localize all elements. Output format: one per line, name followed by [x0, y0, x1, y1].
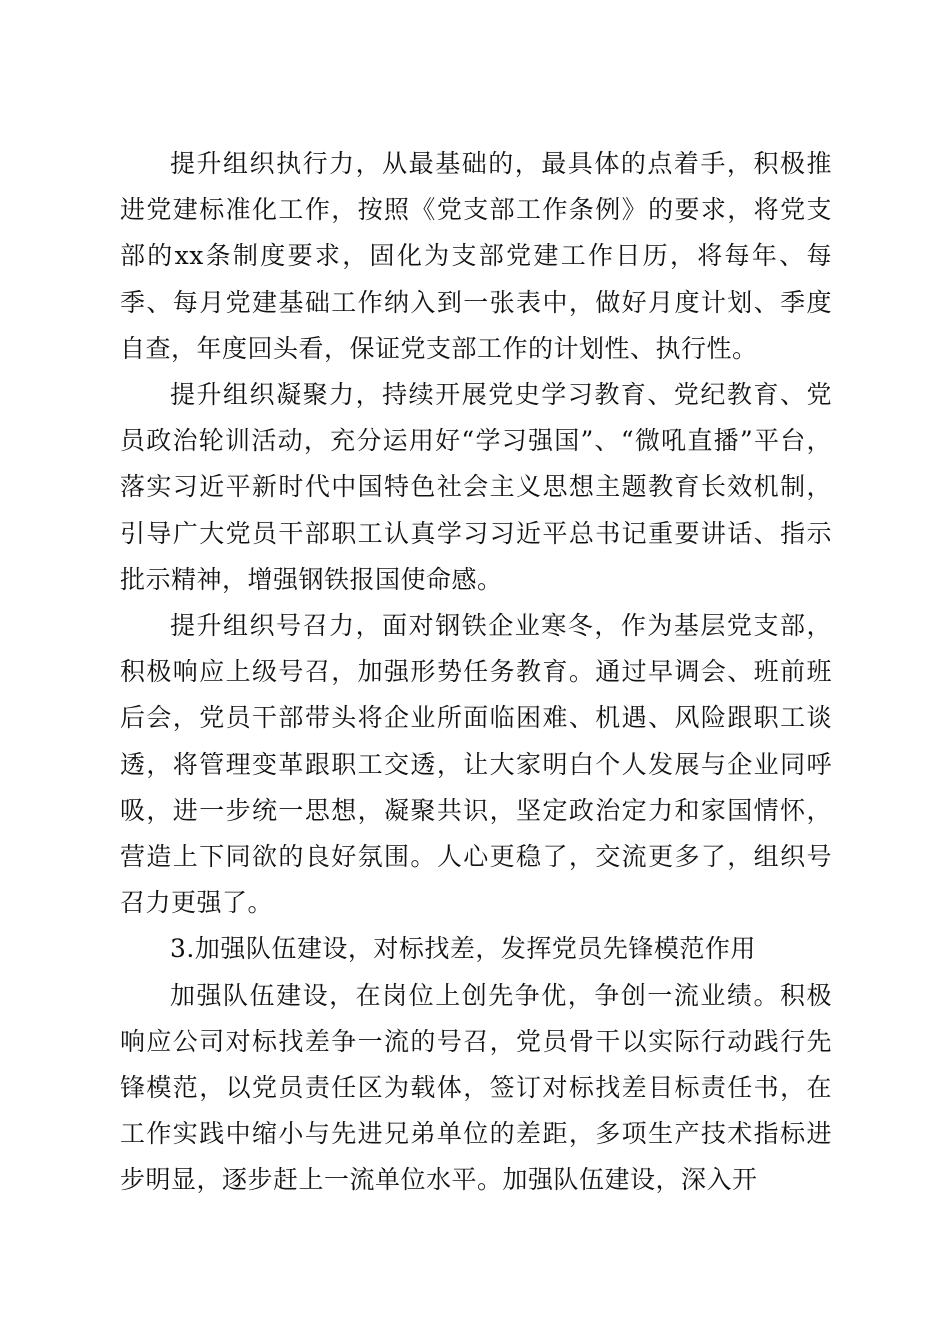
paragraph-cohesion: 提升组织凝聚力，持续开展党史学习教育、党纪教育、党员政治轮训活动，充分运用好“学习强国”、“微吼直播”平台，落实习近平新时代中国特色社会主义思想主题教育长效机制，引导广大党员干部职工认真学习习近平总书记重要讲话、指示批示精神，增强钢铁报国使命感。 [120, 380, 832, 594]
paragraph-team-building: 加强队伍建设，在岗位上创先争优，争创一流业绩。积极响应公司对标找差争一流的号召，党员骨干以实际行动践行先锋模范，以党员责任区为载体，签订对标找差目标责任书，在工作实践中缩小与先进兄弟单位的差距，多项生产技术指标进步明显，逐步赶上一流单位水平。加强队伍建设，深入开 [120, 980, 832, 1195]
paragraph-execution: 提升组织执行力，从最基础的，最具体的点着手，积极推进党建标准化工作，按照《党支部工作条例》的要求，将党支部的xx条制度要求，固化为支部党建工作日历，将每年、每季、每月党建基础工作纳入到一张表中，做好月度计划、季度自查，年度回头看，保证党支部工作的计划性、执行性。 [120, 149, 832, 363]
document-body [120, 141, 832, 1204]
paragraph-appeal: 提升组织号召力，面对钢铁企业寒冬，作为基层党支部，积极响应上级号召，加强形势任务教育。通过早调会、班前班后会，党员干部带头将企业所面临困难、机遇、风险跟职工谈透，将管理变革跟职工交透，让大家明白个人发展与企业同呼吸，进一步统一思想，凝聚共识，坚定政治定力和家国情怀，营造上下同欲的良好氛围。人心更稳了，交流更多了，组织号召力更强了。 [120, 611, 832, 918]
section-heading-team-building: 3.加强队伍建设，对标找差，发挥党员先锋模范作用 [170, 934, 756, 964]
